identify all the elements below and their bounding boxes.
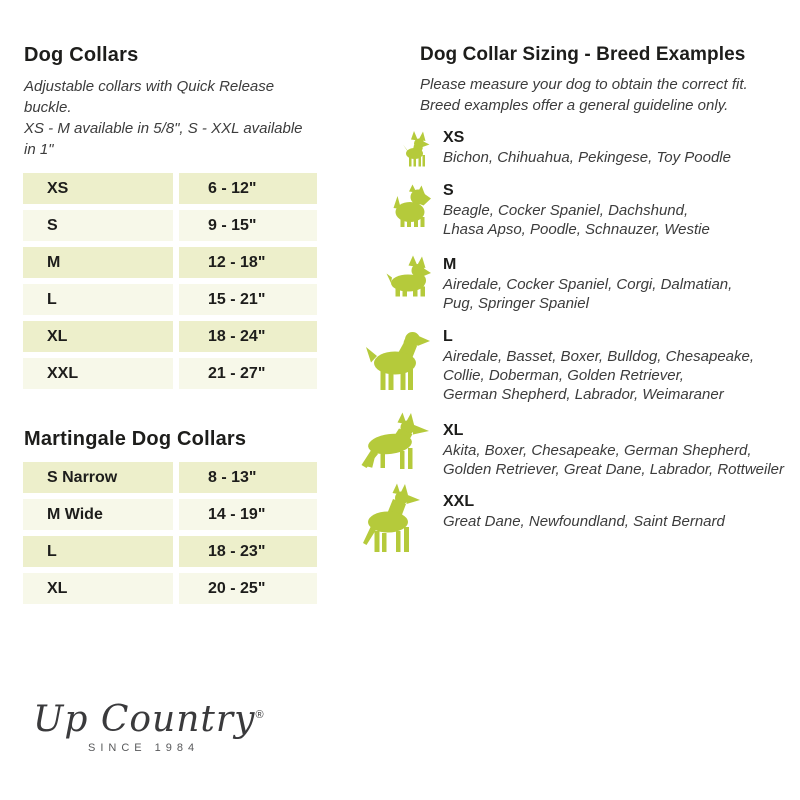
dog-icon-cell [355,181,443,239]
size-range-cell: 15 - 21" [179,284,317,315]
size-table-row [23,247,317,278]
size-name-cell: S Narrow [23,462,173,493]
breed-section-m [355,255,800,313]
breed-list-line: Bichon, Chihuahua, Pekingese, Toy Poodle [443,149,731,166]
dog-icon-cell [355,327,443,404]
brand-name: Up Country [33,699,256,740]
breed-sections-list [355,128,800,553]
breed-list-line: Airedale, Basset, Boxer, Bulldog, Chesapeake, [443,348,755,365]
breed-size-label: XL [443,422,464,439]
breed-list-line: Airedale, Cocker Spaniel, Corgi, Dalmatian, [443,276,733,293]
size-range-cell: 8 - 13" [179,462,317,493]
dog-collars-size-table [23,173,317,389]
dog-icon-cell [355,421,443,479]
breed-examples-subtitle [420,74,800,116]
size-name-cell: M Wide [23,499,173,530]
breed-section-xl [355,421,800,479]
size-range-cell: 18 - 24" [179,321,317,352]
breed-section-xs [355,128,800,167]
breed-text-cell [443,421,800,479]
size-table-row [23,499,317,530]
martingale-collars-title: Martingale Dog Collars [24,428,247,450]
breed-examples-column [355,44,800,553]
breed-text-cell [443,255,800,313]
size-table-row [23,536,317,567]
breed-size-label: L [443,328,453,345]
size-table-row [23,321,317,352]
breed-section-l [355,327,800,404]
breed-text-cell [443,181,800,239]
breed-list-line: Beagle, Cocker Spaniel, Dachshund, [443,202,689,219]
size-name-cell: XS [23,173,173,204]
dog-collars-title: Dog Collars [24,44,139,66]
size-name-cell: M [23,247,173,278]
collar-size-column [23,44,317,610]
breed-text-cell [443,492,800,553]
breed-size-label: XS [443,129,465,146]
subtitle-line-1: Adjustable collars with Quick Release buckle. [24,78,275,116]
measure-note-line-2: Breed examples offer a general guideline only. [420,97,729,114]
westie-dog-icon [392,183,432,230]
size-range-cell: 21 - 27" [179,358,317,389]
breed-examples-title: Dog Collar Sizing - Breed Examples [420,44,746,65]
breed-section-s [355,181,800,239]
size-table-row [23,173,317,204]
size-table-row [23,462,317,493]
measure-note-line-1: Please measure your dog to obtain the correct fit. [420,76,748,93]
size-table-row [23,284,317,315]
size-table-row [23,573,317,604]
size-name-cell: XL [23,321,173,352]
brand-tagline: SINCE 1984 [88,742,200,754]
size-range-cell: 6 - 12" [179,173,317,204]
size-range-cell: 20 - 25" [179,573,317,604]
subtitle-line-2: XS - M available in 5/8", S - XXL available in 1" [24,120,303,158]
size-range-cell: 18 - 23" [179,536,317,567]
breed-list-line: Great Dane, Newfoundland, Saint Bernard [443,513,725,530]
breed-text-cell [443,128,800,167]
dog-icon-cell [355,492,443,553]
dog-icon-cell [355,255,443,313]
size-name-cell: S [23,210,173,241]
corgi-dog-icon [386,255,432,300]
breed-list-line: Collie, Doberman, Golden Retriever, [443,367,684,384]
breed-list-line: German Shepherd, Labrador, Weimaraner [443,386,724,403]
breed-size-label: M [443,256,457,273]
breed-list-line: Golden Retriever, Great Dane, Labrador, Rottweiler [443,461,785,478]
size-name-cell: XXL [23,358,173,389]
breed-size-label: S [443,182,454,199]
size-range-cell: 14 - 19" [179,499,317,530]
size-range-cell: 12 - 18" [179,247,317,278]
chihuahua-dog-icon [402,130,432,167]
breed-section-xxl [355,492,800,553]
size-table-row [23,210,317,241]
breed-list-line: Lhasa Apso, Poodle, Schnauzer, Westie [443,221,710,238]
size-range-cell: 9 - 15" [179,210,317,241]
size-table-row [23,358,317,389]
dog-collars-subtitle [24,76,317,160]
registered-mark-icon: ® [255,709,265,721]
martingale-size-table [23,462,317,604]
breed-size-label: XXL [443,493,475,510]
brand-wordmark [33,694,263,741]
size-name-cell: L [23,536,173,567]
size-name-cell: L [23,284,173,315]
golden-retriever-dog-icon [365,325,432,392]
breed-text-cell [443,327,800,404]
breed-list-line: Pug, Springer Spaniel [443,295,589,312]
size-name-cell: XL [23,573,173,604]
great-dane-dog-icon [359,483,432,553]
breed-list-line: Akita, Boxer, Chesapeake, German Shepherd, [443,442,752,459]
up-country-logo [33,694,263,754]
german-shepherd-dog-icon [359,412,432,473]
dog-icon-cell [355,128,443,167]
